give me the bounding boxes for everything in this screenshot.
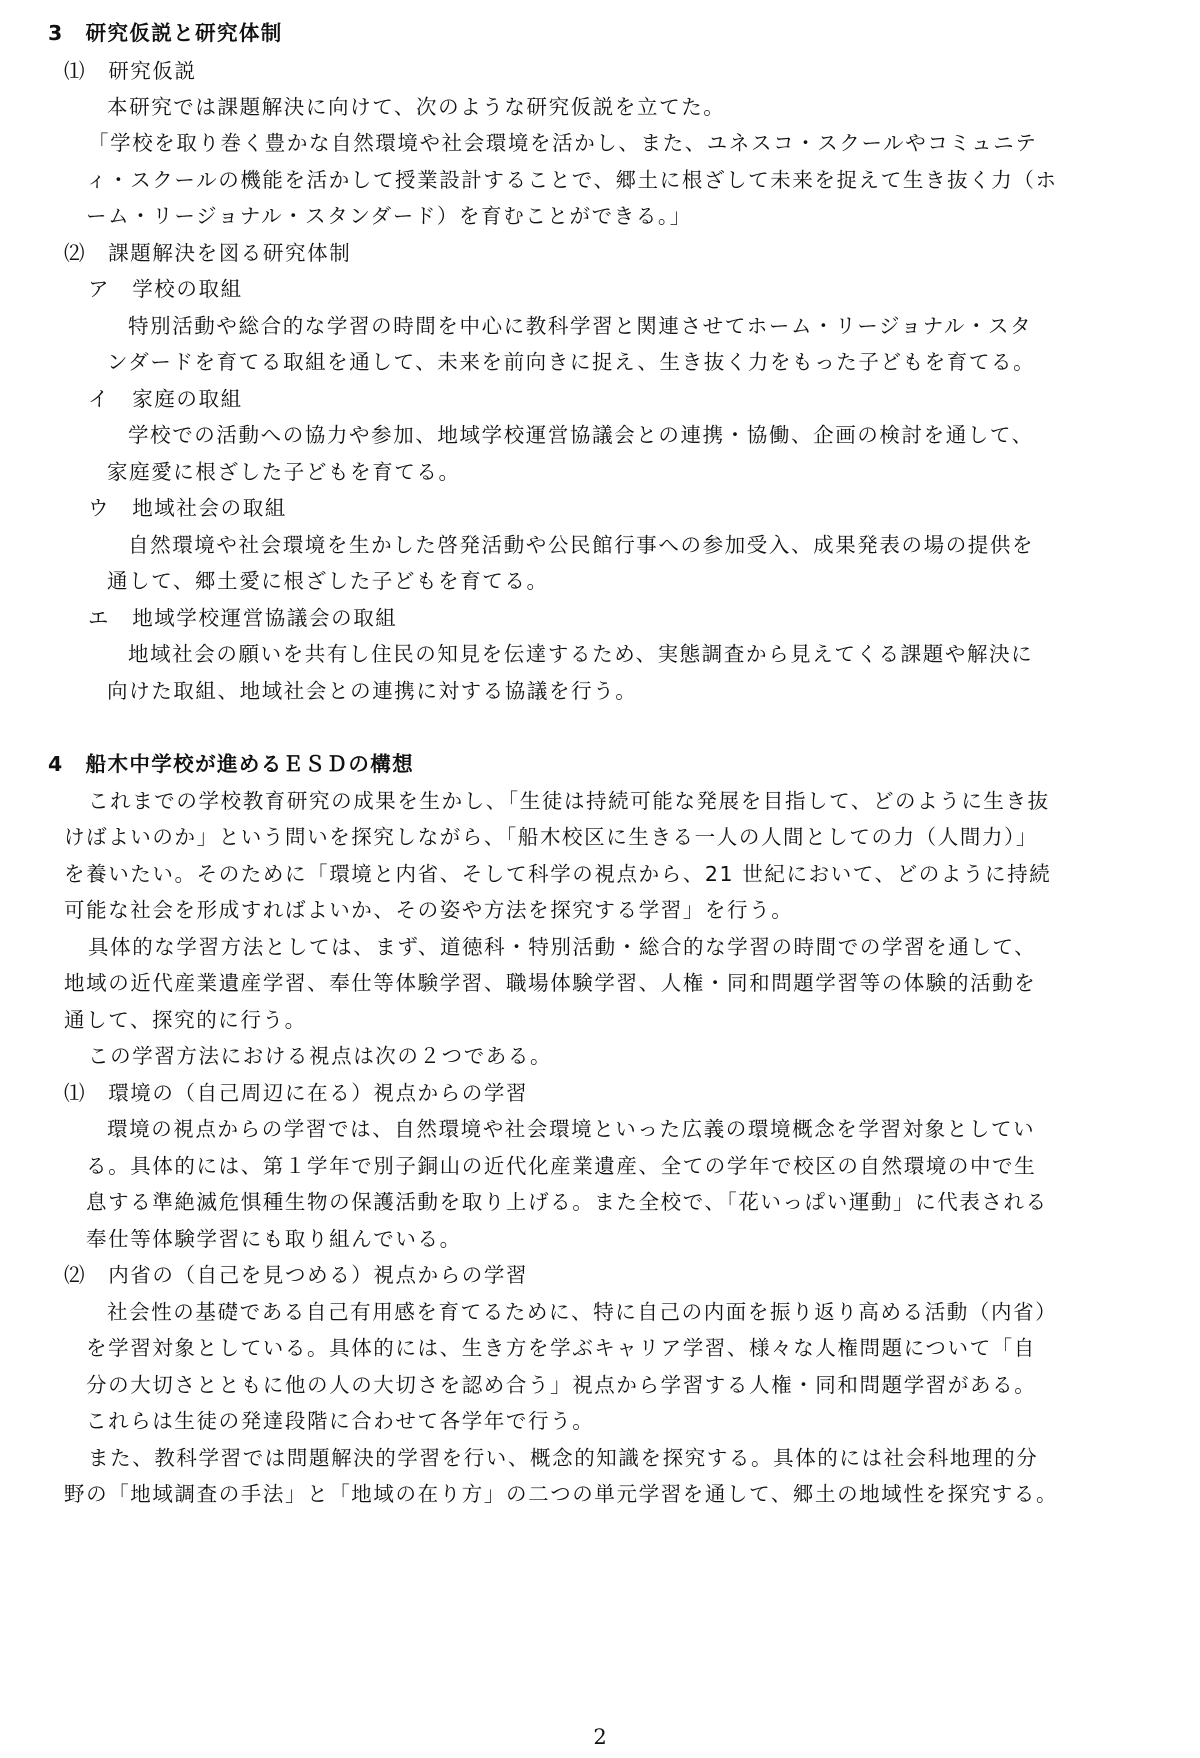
- paragraph-line: を学習対象としている。具体的には、生き方を学ぶキャリア学習、様々な人権問題について「自: [86, 1336, 1036, 1360]
- paragraph-line: 社会性の基礎である自己有用感を育てるために、特に自己の内面を振り返り高める活動（内省）: [107, 1300, 1058, 1324]
- subsection-title-environment: ⑴ 環境の（自己周辺に在る）視点からの学習: [64, 1081, 529, 1105]
- section-3-heading: 3 研究仮説と研究体制: [48, 21, 283, 45]
- item-line: 自然環境や社会環境を生かした啓発活動や公民館行事への参加受入、成果発表の場の提供を: [128, 533, 1035, 557]
- hypothesis-line: ィ・スクールの機能を活かして授業設計することで、郷土に根ざして未来を捉えて生き抜く力（ホ: [86, 168, 1058, 192]
- paragraph-line: 息する準絶滅危惧種生物の保護活動を取り上げる。また全校で、「花いっぱい運動」に代表される: [86, 1190, 1048, 1214]
- paragraph-line: 具体的な学習方法としては、まず、道徳科・特別活動・総合的な学習の時間での学習を通して、: [88, 935, 1037, 959]
- hypothesis-intro: 本研究では課題解決に向けて、次のような研究仮説を立てた。: [107, 95, 726, 119]
- item-line: 学校での活動への協力や参加、地域学校運営協議会との連携・協働、企画の検討を通して、: [128, 423, 1034, 447]
- paragraph-line: 野の「地域調査の手法」と「地域の在り方」の二つの単元学習を通して、郷土の地域性を探究する。: [64, 1482, 1059, 1506]
- paragraph-line: この学習方法における視点は次の２つである。: [88, 1044, 553, 1068]
- item-title-council: エ 地域学校運営協議会の取組: [88, 606, 398, 630]
- item-line: 地域社会の願いを共有し住民の知見を伝達するため、実態調査から見えてくる課題や解決に: [128, 642, 1034, 666]
- item-line: 向けた取組、地域社会との連携に対する協議を行う。: [107, 679, 638, 703]
- item-line: 家庭愛に根ざした子どもを育てる。: [107, 460, 461, 484]
- paragraph-line: また、教科学習では問題解決的学習を行い、概念的知識を探究する。具体的には社会科地理的分: [88, 1446, 1039, 1470]
- paragraph-line: 分の大切さとともに他の人の大切さを認め合う」視点から学習する人権・同和問題学習がある。: [86, 1373, 1037, 1397]
- paragraph-line: 通して、探究的に行う。: [64, 1008, 307, 1032]
- subsection-title-structure: ⑵ 課題解決を図る研究体制: [64, 241, 352, 265]
- page-number: 2: [593, 1725, 607, 1749]
- paragraph-line: 環境の視点からの学習では、自然環境や社会環境といった広義の環境概念を学習対象としてい: [107, 1117, 1036, 1141]
- hypothesis-line: ーム・リージョナル・スタンダード）を育むことができる。」: [86, 204, 692, 228]
- paragraph-line: 地域の近代産業遺産学習、奉仕等体験学習、職場体験学習、人権・同和問題学習等の体験的活動を: [64, 971, 1037, 995]
- subsection-title-hypothesis: ⑴ 研究仮説: [64, 59, 197, 83]
- paragraph-line: る。具体的には、第１学年で別子銅山の近代化産業遺産、全ての学年で校区の自然環境の中で生: [86, 1154, 1037, 1178]
- item-title-community: ウ 地域社会の取組: [88, 496, 287, 520]
- item-line: 通して、郷土愛に根ざした子どもを育てる。: [107, 569, 549, 593]
- paragraph-line: けばよいのか」という問いを探究しながら、「船木校区に生きる一人の人間としての力（人間力）」: [64, 825, 1038, 849]
- item-title-home: イ 家庭の取組: [88, 387, 243, 411]
- paragraph-line: を養いたい。そのために「環境と内省、そして科学の視点から、21 世紀において、どのように持続: [64, 862, 1052, 886]
- item-line: 特別活動や総合的な学習の時間を中心に教科学習と関連させてホーム・リージョナル・スタ: [128, 314, 1033, 338]
- item-title-school: ア 学校の取組: [88, 277, 243, 301]
- paragraph-line: 奉仕等体験学習にも取り組んでいる。: [86, 1227, 462, 1251]
- hypothesis-line: 「学校を取り巻く豊かな自然環境や社会環境を活かし、また、ユネスコ・スクールやコミュニテ: [88, 131, 1038, 155]
- paragraph-line: これまでの学校教育研究の成果を生かし、「生徒は持続可能な発展を目指して、どのように生き抜: [88, 789, 1050, 813]
- paragraph-line: 可能な社会を形成すればよいか、その姿や方法を探究する学習」を行う。: [64, 898, 794, 922]
- section-4-heading: 4 船木中学校が進めるＥＳＤの構想: [48, 752, 415, 776]
- paragraph-line: これらは生徒の発達段階に合わせて各学年で行う。: [86, 1409, 595, 1433]
- subsection-title-reflection: ⑵ 内省の（自己を見つめる）視点からの学習: [64, 1263, 529, 1287]
- item-line: ンダードを育てる取組を通して、未来を前向きに捉え、生き抜く力をもった子どもを育てる。: [107, 350, 1036, 374]
